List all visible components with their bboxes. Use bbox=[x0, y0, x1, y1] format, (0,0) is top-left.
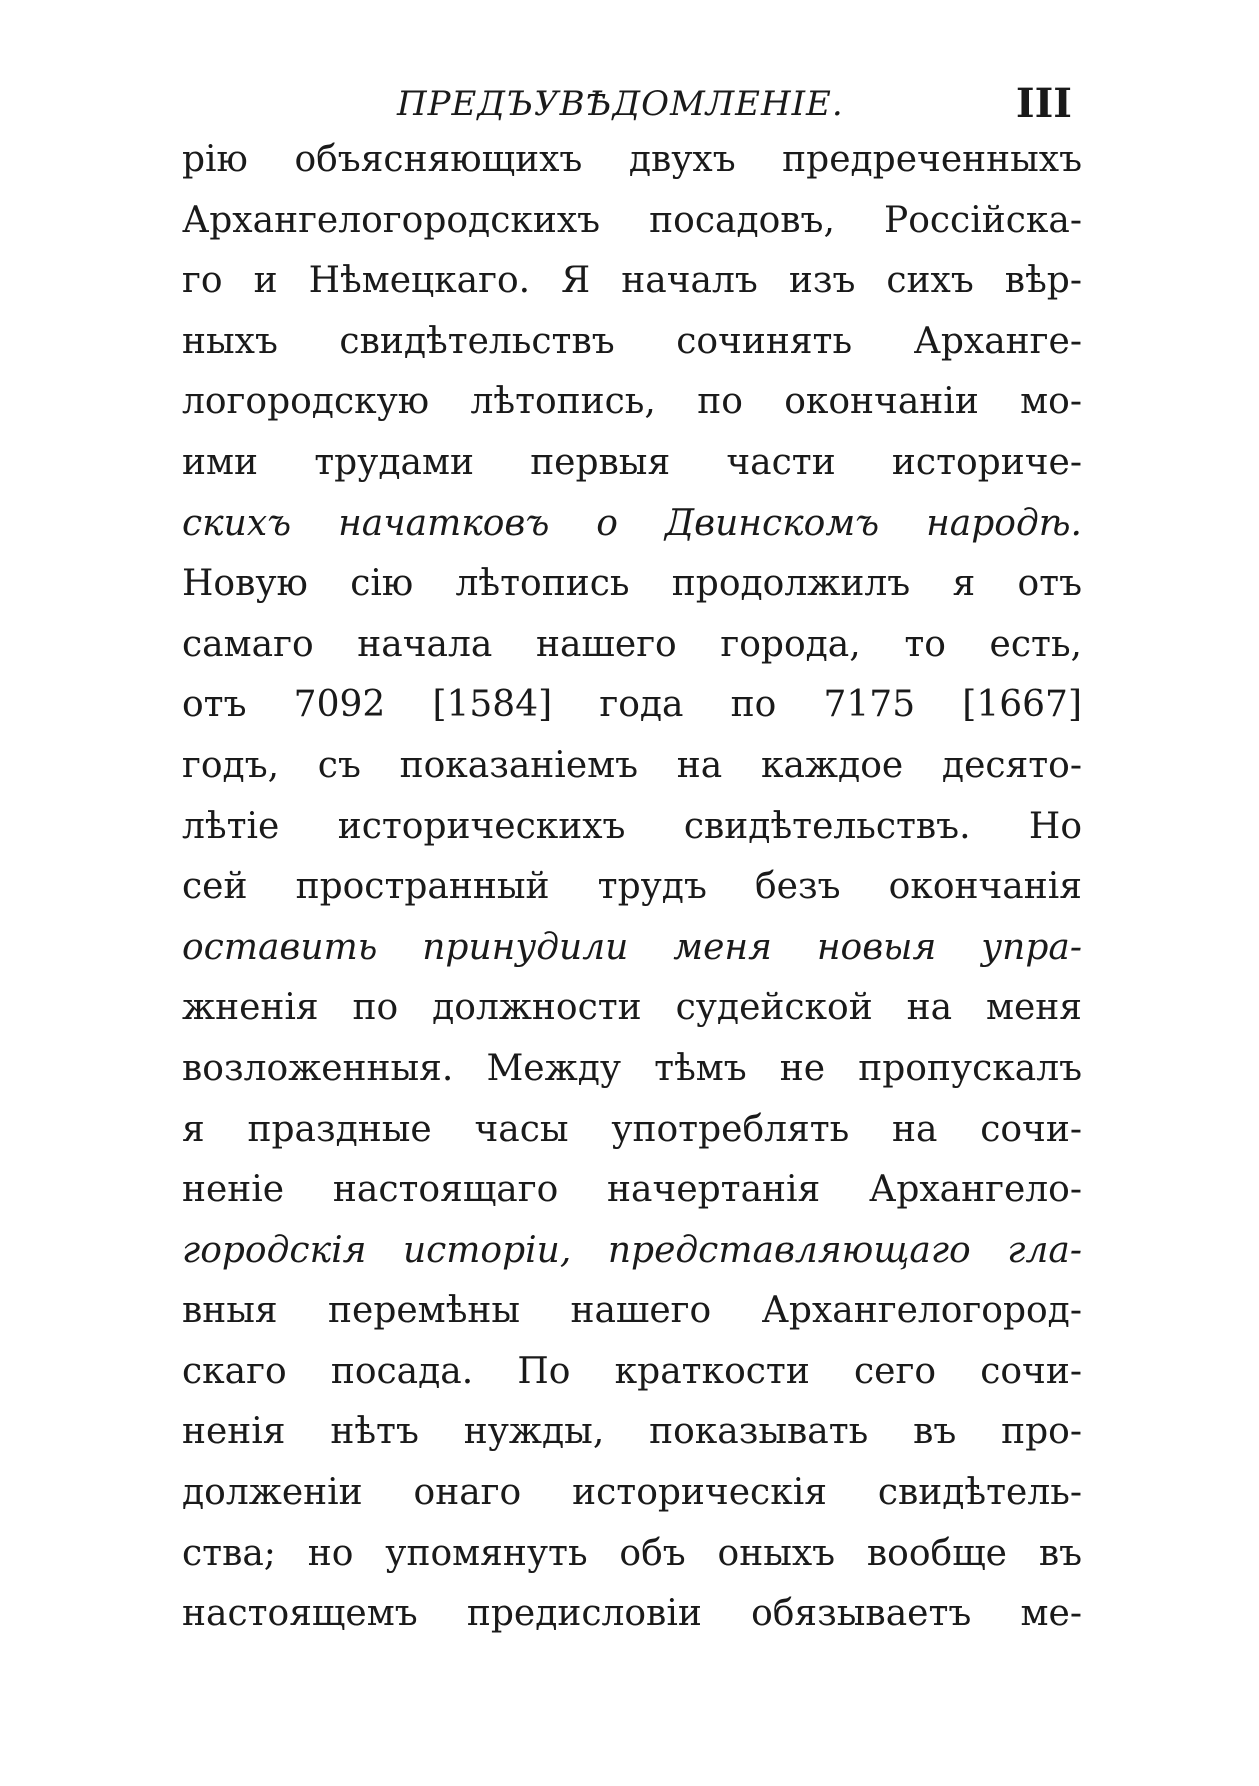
text-line: жненія по должности судейской на меня bbox=[182, 987, 1082, 1029]
text-line: лѣтіе историческихъ свидѣтельствъ. Но bbox=[182, 805, 1082, 847]
page-number: III bbox=[1015, 80, 1072, 127]
text-line: вныя перемѣны нашего Архангелогород- bbox=[182, 1290, 1082, 1332]
text-line: отъ 7092 [1584] года по 7175 [1667] bbox=[182, 684, 1082, 726]
text-line: оставить принудили меня новыя упра- bbox=[182, 926, 1082, 968]
text-line: скаго посада. По краткости сего сочи- bbox=[182, 1350, 1082, 1392]
text-line: Новую сію лѣтопись продолжилъ я отъ bbox=[182, 563, 1082, 605]
text-line: ими трудами первыя части историче- bbox=[182, 441, 1082, 483]
text-line: ненія нѣтъ нужды, показывать въ про- bbox=[182, 1411, 1082, 1453]
text-line: неніе настоящаго начертанія Архангело- bbox=[182, 1169, 1082, 1211]
text-line: я праздные часы употреблять на сочи- bbox=[182, 1108, 1082, 1150]
text-line: годъ, съ показаніемъ на каждое десято- bbox=[182, 744, 1082, 786]
text-line: скихъ начатковъ о Двинскомъ народѣ. bbox=[182, 502, 1082, 544]
text-line: настоящемъ предисловіи обязываетъ ме- bbox=[182, 1593, 1082, 1635]
text-line: Архангелогородскихъ посадовъ, Россійска- bbox=[182, 199, 1082, 241]
text-line: долженіи онаго историческія свидѣтель- bbox=[182, 1472, 1082, 1514]
text-line: сей пространный трудъ безъ окончанія bbox=[182, 866, 1082, 908]
text-line: логородскую лѣтопись, по окончаніи мо- bbox=[182, 381, 1082, 423]
text-line: самаго начала нашего города, то есть, bbox=[182, 623, 1082, 665]
text-line: городскія исторіи, представляющаго гла- bbox=[182, 1229, 1082, 1271]
text-line: ныхъ свидѣтельствъ сочинять Арханге- bbox=[182, 320, 1082, 362]
running-title: ПРЕДЪУВѢДОМЛЕНІЕ. bbox=[397, 84, 844, 124]
text-line: возложенныя. Между тѣмъ не пропускалъ bbox=[182, 1047, 1082, 1089]
text-line: ства; но упомянуть объ оныхъ вообще въ bbox=[182, 1532, 1082, 1574]
body-text bbox=[182, 130, 1082, 1645]
text-line: рію объясняющихъ двухъ предреченныхъ bbox=[182, 139, 1082, 180]
running-head bbox=[182, 70, 1072, 130]
text-line: го и Нѣмецкаго. Я началъ изъ сихъ вѣр- bbox=[182, 260, 1082, 302]
